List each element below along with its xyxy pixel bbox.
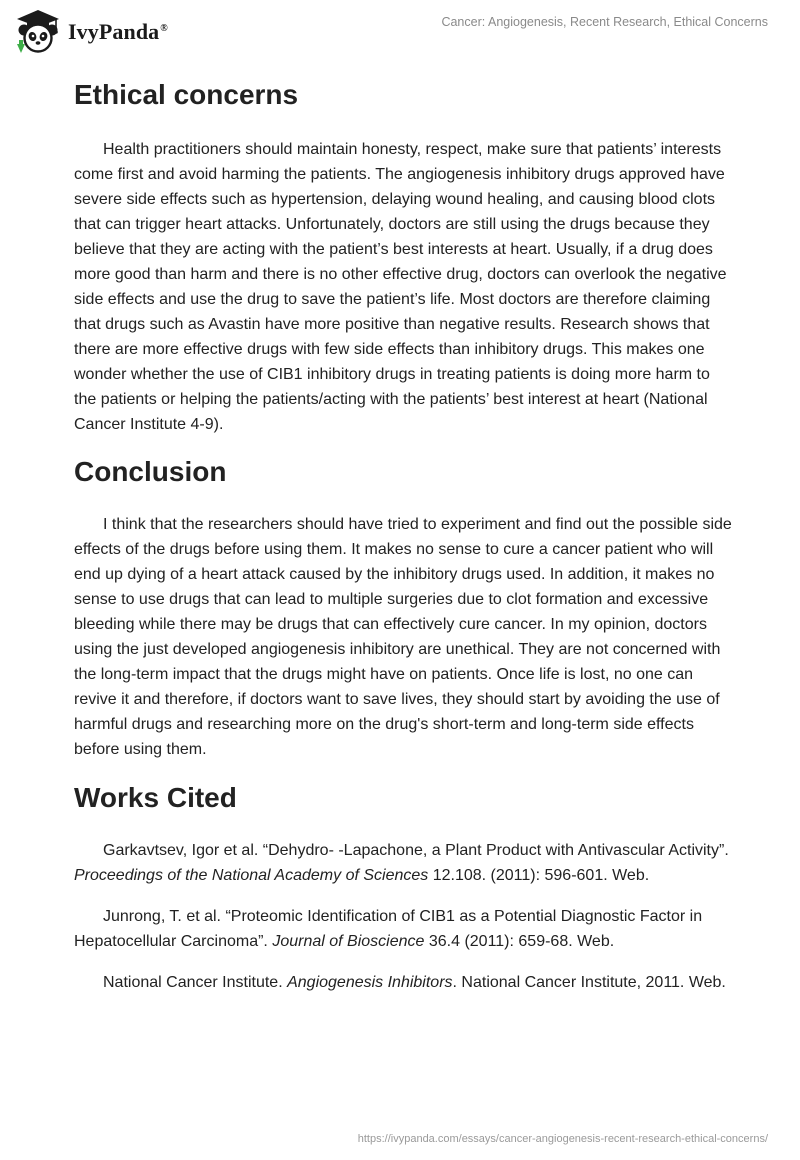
section-heading: Conclusion <box>74 456 227 487</box>
conclusion-section <box>74 451 734 762</box>
ethical-concerns-section <box>74 74 734 437</box>
page-header <box>0 0 800 60</box>
brand-name: IvyPanda® <box>68 19 168 44</box>
section-heading: Ethical concerns <box>74 79 299 110</box>
document-title: Cancer: Angiogenesis, Recent Research, Ethical Concerns <box>441 15 768 29</box>
panda-graduate-icon <box>14 8 62 54</box>
essay-content <box>74 70 734 995</box>
works-cited-section <box>74 777 734 995</box>
body-paragraph: Health practitioners should maintain honesty, respect, make sure that patients’ interests come first and avoid harming the patients. The angiogenesis inhibitory drugs approved have severe side effects such as hypertension, delaying wound healing, and causing blood clots that can trigger heart attacks. Unfortunately, doctors are still using the drugs because they believe that they are acting with the patient’s best interests at heart. Usually, if a drug does more good than harm and there is no other effective drug, doctors can overlook the negative side effects and use the drug to save the patient’s life. Most doctors are therefore claiming that drugs such as Avastin have more positive than negative results. Research shows that there are more effective drugs with few side effects than inhibitory drugs. This makes one wonder whether the use of CIB1 inhibitory drugs in treating patients is doing more harm to the patients or helping the patients/acting with the patients’ best interest at heart (National Cancer Institute 4-9). <box>74 141 727 433</box>
citation-item: Junrong, T. et al. “Proteomic Identification of CIB1 as a Potential Diagnostic Factor in Hepatocellular Carcinoma”. Journal of Bioscience 36.4 (2011): 659-68. Web. <box>74 908 703 950</box>
citation-item: National Cancer Institute. Angiogenesis Inhibitors. National Cancer Institute, 2011. Web. <box>103 974 726 991</box>
ivypanda-logo[interactable] <box>14 8 168 54</box>
section-heading: Works Cited <box>74 782 237 813</box>
source-url-link[interactable]: https://ivypanda.com/essays/cancer-angiogenesis-recent-research-ethical-concerns/ <box>357 1133 768 1145</box>
citation-item: Garkavtsev, Igor et al. “Dehydro- -Lapachone, a Plant Product with Antivascular Activity”. Proceedings of the National Academy of Sciences 12.108. (2011): 596-601. Web. <box>74 842 729 884</box>
body-paragraph: I think that the researchers should have tried to experiment and find out the possible side effects of the drugs before using them. It makes no sense to cure a cancer patient who will end up dying of a heart attack caused by the inhibitory drugs used. In addition, it makes no sense to use drugs that can lead to multiple surgeries due to clot formation and excessive bleeding while there may be drugs that can effectively cure cancer. In my opinion, doctors using the just developed angiogenesis inhibitory are unethical. They are not concerned with the long-term impact that the drugs might have on patients. Once life is lost, no one can revive it and therefore, if doctors want to save lives, they should start by avoiding the use of harmful drugs and researching more on the drug's short-term and long-term side effects before using them. <box>74 516 732 758</box>
